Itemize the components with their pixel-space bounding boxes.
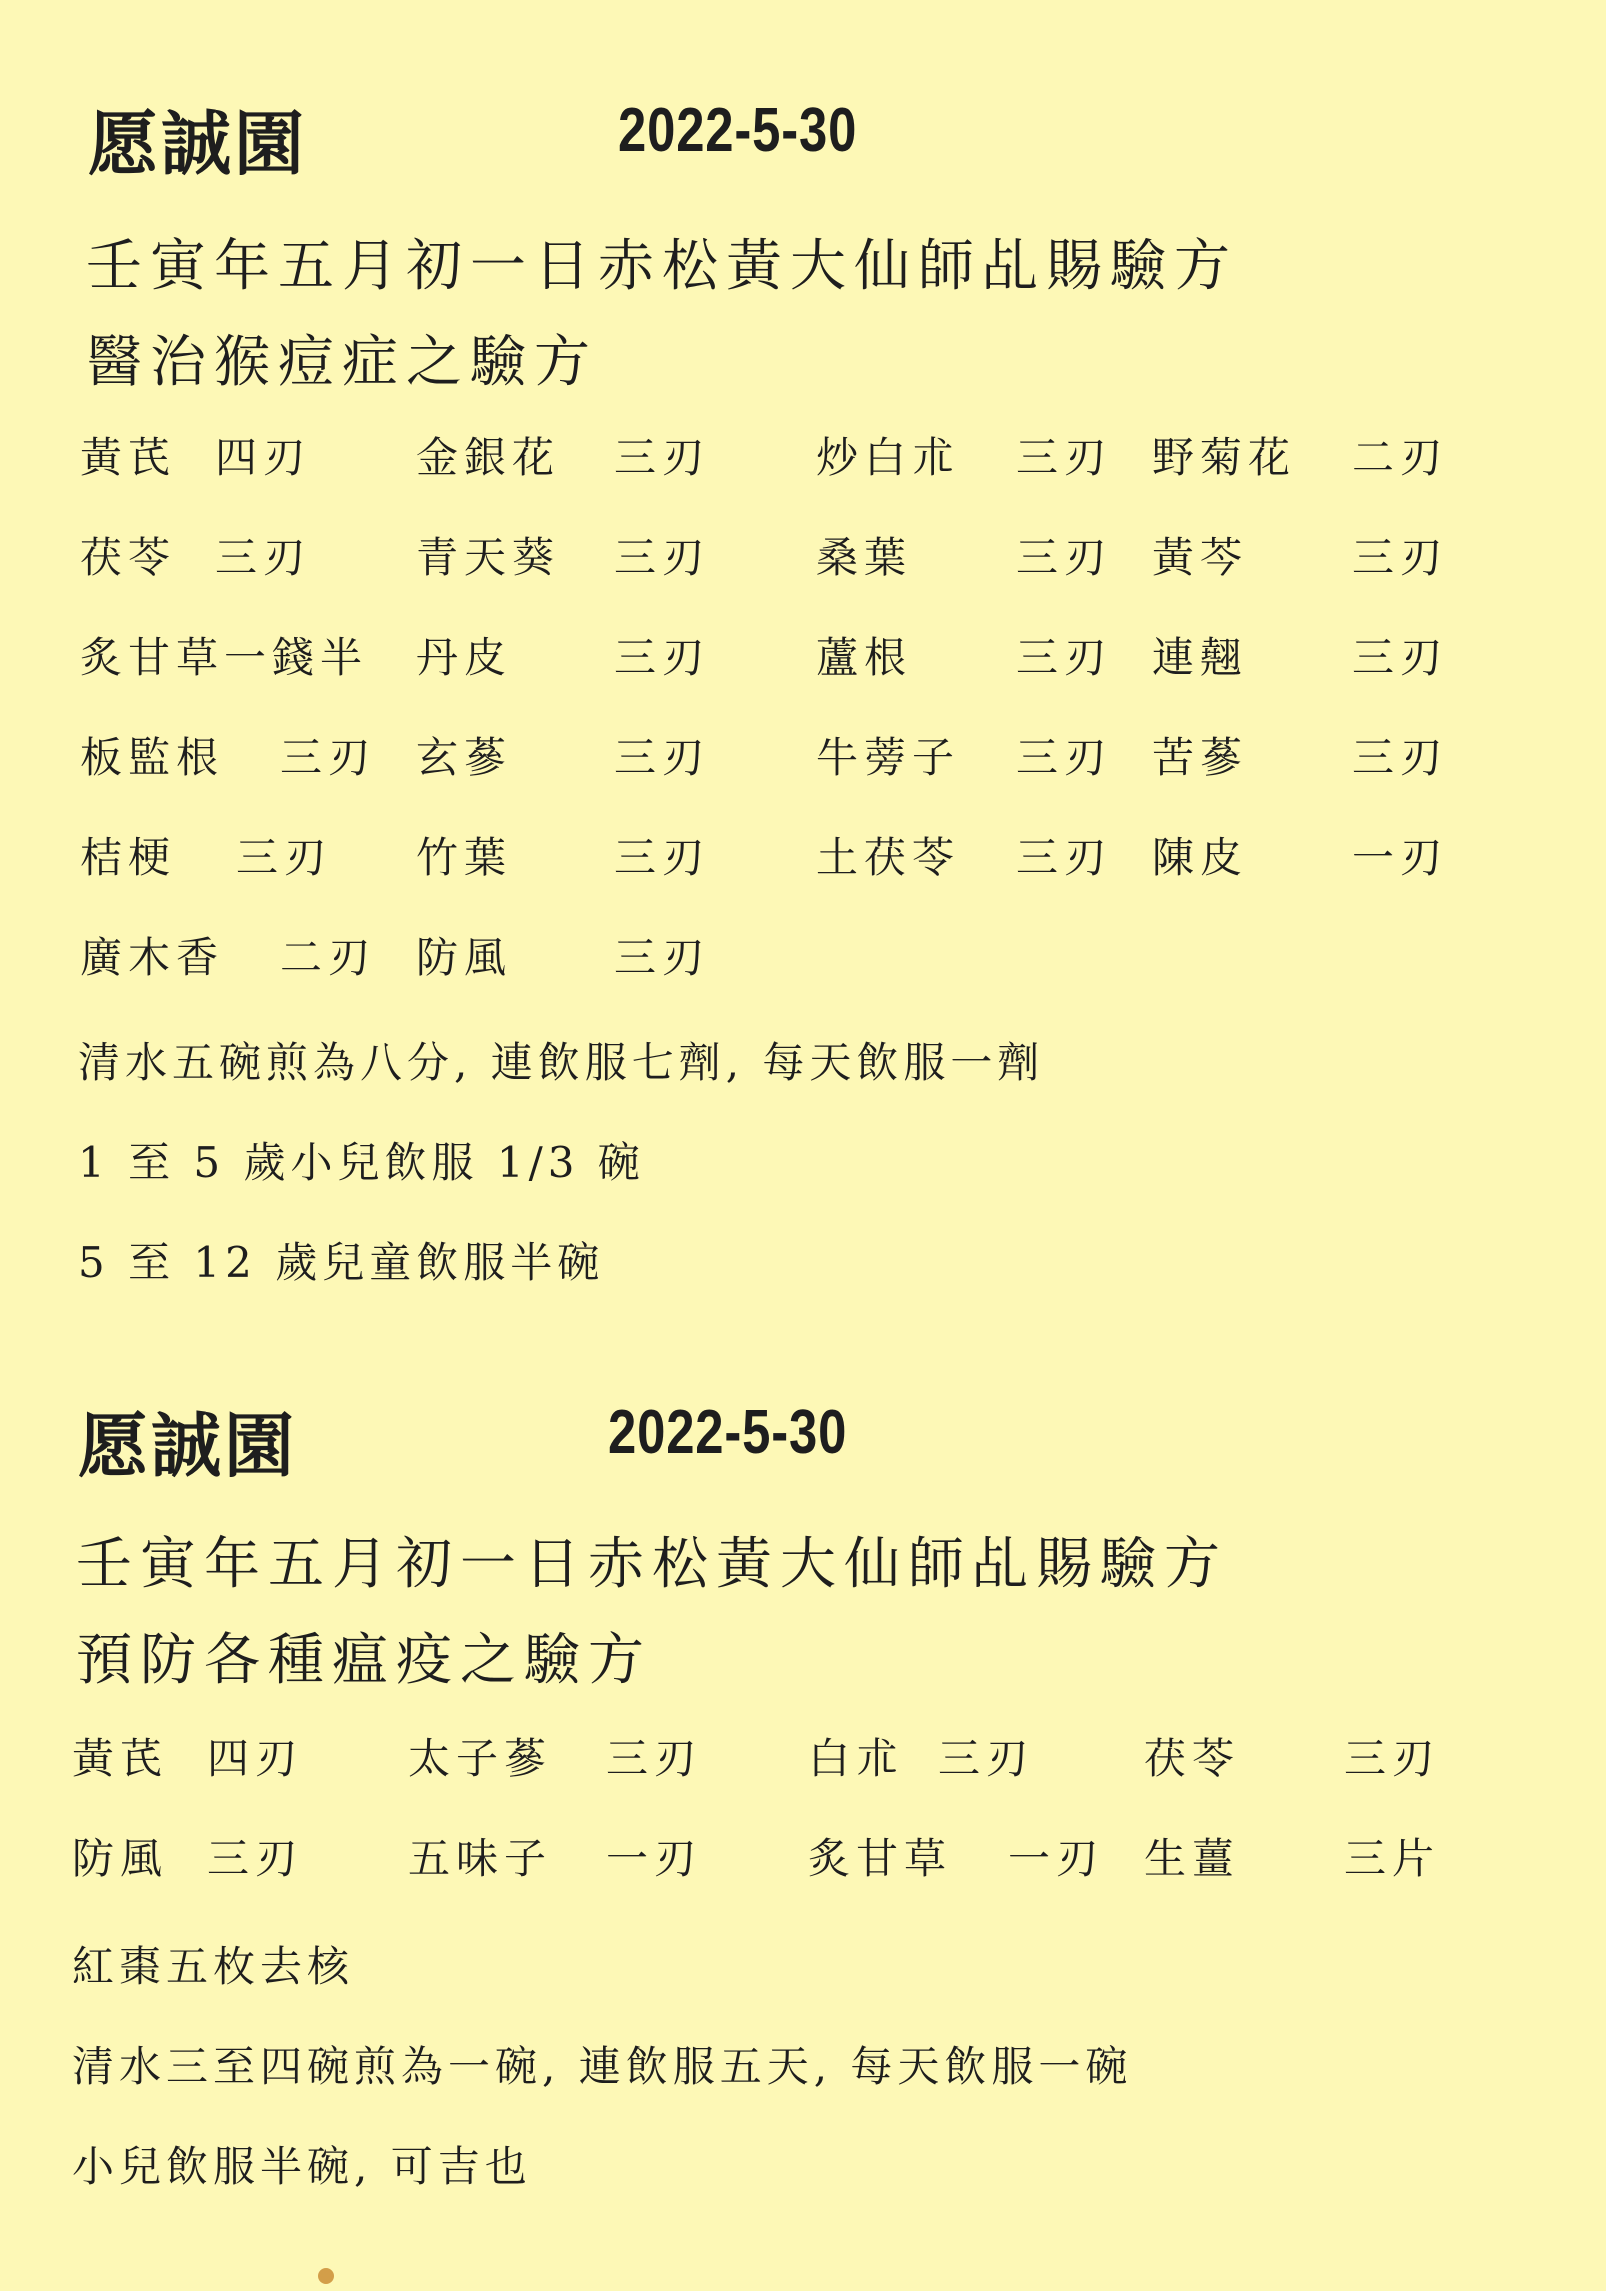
herb-quantity: 一刃 <box>606 1834 703 1883</box>
herb-quantity: 三刃 <box>614 933 711 982</box>
dosage-instruction: 1 至 5 歲小兒飲服 1/3 碗 <box>78 1138 645 1187</box>
herb-quantity: 三刃 <box>1344 1734 1441 1783</box>
herb-name: 黃芪 <box>80 433 177 482</box>
herb-quantity: 三刃 <box>1016 833 1113 882</box>
preparation-instruction: 清水三至四碗煎為一碗, 連飲服五天, 每天飲服一碗 <box>72 2042 1133 2091</box>
herb-name: 桔梗 <box>80 833 177 882</box>
prescription-title: 壬寅年五月初一日赤松黃大仙師乩賜驗方 <box>86 234 1238 299</box>
herb-row <box>72 1826 1492 1926</box>
herb-quantity: 三刃 <box>614 833 711 882</box>
herb-name: 五味子 <box>408 1834 553 1883</box>
herb-name: 防風 <box>416 933 513 982</box>
document-date: 2022-5-30 <box>608 1398 848 1467</box>
herb-name: 太子蔘 <box>408 1734 553 1783</box>
herb-name: 桑葉 <box>816 533 913 582</box>
prescription-subtitle: 預防各種瘟疫之驗方 <box>76 1628 652 1693</box>
herb-name: 丹皮 <box>416 633 513 682</box>
herb-name: 茯苓 <box>80 533 177 582</box>
herb-row <box>80 525 1500 625</box>
herb-name: 蘆根 <box>816 633 913 682</box>
herb-name: 土茯苓 <box>816 833 961 882</box>
herb-name: 生薑 <box>1144 1834 1241 1883</box>
herb-quantity: 三刃 <box>215 533 312 582</box>
herb-name: 玄蔘 <box>416 733 513 782</box>
herb-name: 板監根 <box>80 733 225 782</box>
herb-quantity: 二刃 <box>280 933 377 982</box>
herb-name: 野菊花 <box>1152 433 1297 482</box>
herb-quantity: 三刃 <box>614 633 711 682</box>
herb-quantity: 一刃 <box>1008 1834 1105 1883</box>
herb-name: 炙甘草 <box>808 1834 953 1883</box>
herb-row <box>72 1726 1492 1826</box>
prescription-subtitle: 醫治猴痘症之驗方 <box>86 330 598 395</box>
herb-name: 廣木香 <box>80 933 225 982</box>
herb-name: 竹葉 <box>416 833 513 882</box>
herb-quantity: 三刃 <box>1352 733 1449 782</box>
herb-name: 黃芪 <box>72 1734 169 1783</box>
herb-row <box>80 825 1500 925</box>
herb-quantity: 三刃 <box>1352 633 1449 682</box>
herb-name: 炙甘草一錢半 <box>80 633 369 682</box>
herb-name: 黃芩 <box>1152 533 1249 582</box>
herb-name: 炒白朮 <box>816 433 961 482</box>
herb-quantity: 三刃 <box>1016 733 1113 782</box>
ingredient-note: 紅棗五枚去核 <box>72 1942 355 1991</box>
herb-quantity: 三片 <box>1344 1834 1441 1883</box>
preparation-instruction: 清水五碗煎為八分, 連飲服七劑, 每天飲服一劑 <box>78 1038 1045 1087</box>
herb-name: 連翹 <box>1152 633 1249 682</box>
herb-quantity: 三刃 <box>280 733 377 782</box>
herb-quantity: 三刃 <box>1352 533 1449 582</box>
prescription-title: 壬寅年五月初一日赤松黃大仙師乩賜驗方 <box>76 1532 1228 1597</box>
herb-quantity: 一刃 <box>1352 833 1449 882</box>
herb-quantity: 四刃 <box>207 1734 304 1783</box>
dosage-instruction: 5 至 12 歲兒童飲服半碗 <box>78 1238 605 1287</box>
dosage-instruction: 小兒飲服半碗, 可吉也 <box>72 2142 532 2191</box>
herb-row <box>80 925 1500 1025</box>
herb-name: 牛蒡子 <box>816 733 961 782</box>
herb-quantity: 三刃 <box>606 1734 703 1783</box>
herb-list <box>72 1726 1492 1926</box>
herb-quantity: 三刃 <box>236 833 333 882</box>
herb-name: 茯苓 <box>1144 1734 1241 1783</box>
herb-quantity: 四刃 <box>215 433 312 482</box>
herb-name: 青天葵 <box>416 533 561 582</box>
herb-name: 白朮 <box>808 1734 905 1783</box>
document-date: 2022-5-30 <box>618 96 858 165</box>
herb-quantity: 三刃 <box>1016 533 1113 582</box>
herb-quantity: 三刃 <box>614 433 711 482</box>
organization-name: 愿誠園 <box>78 1404 297 1487</box>
herb-quantity: 三刃 <box>207 1834 304 1883</box>
herb-name: 金銀花 <box>416 433 561 482</box>
herb-name: 防風 <box>72 1834 169 1883</box>
herb-quantity: 三刃 <box>1016 433 1113 482</box>
herb-row <box>80 425 1500 525</box>
herb-quantity: 三刃 <box>1016 633 1113 682</box>
herb-quantity: 二刃 <box>1352 433 1449 482</box>
organization-name: 愿誠園 <box>88 102 307 185</box>
herb-quantity: 三刃 <box>614 533 711 582</box>
herb-quantity: 三刃 <box>614 733 711 782</box>
herb-name: 陳皮 <box>1152 833 1249 882</box>
herb-row <box>80 625 1500 725</box>
herb-list <box>80 425 1500 1025</box>
paper-stain <box>318 2268 334 2284</box>
herb-name: 苦蔘 <box>1152 733 1249 782</box>
herb-row <box>80 725 1500 825</box>
herb-quantity: 三刃 <box>938 1734 1035 1783</box>
